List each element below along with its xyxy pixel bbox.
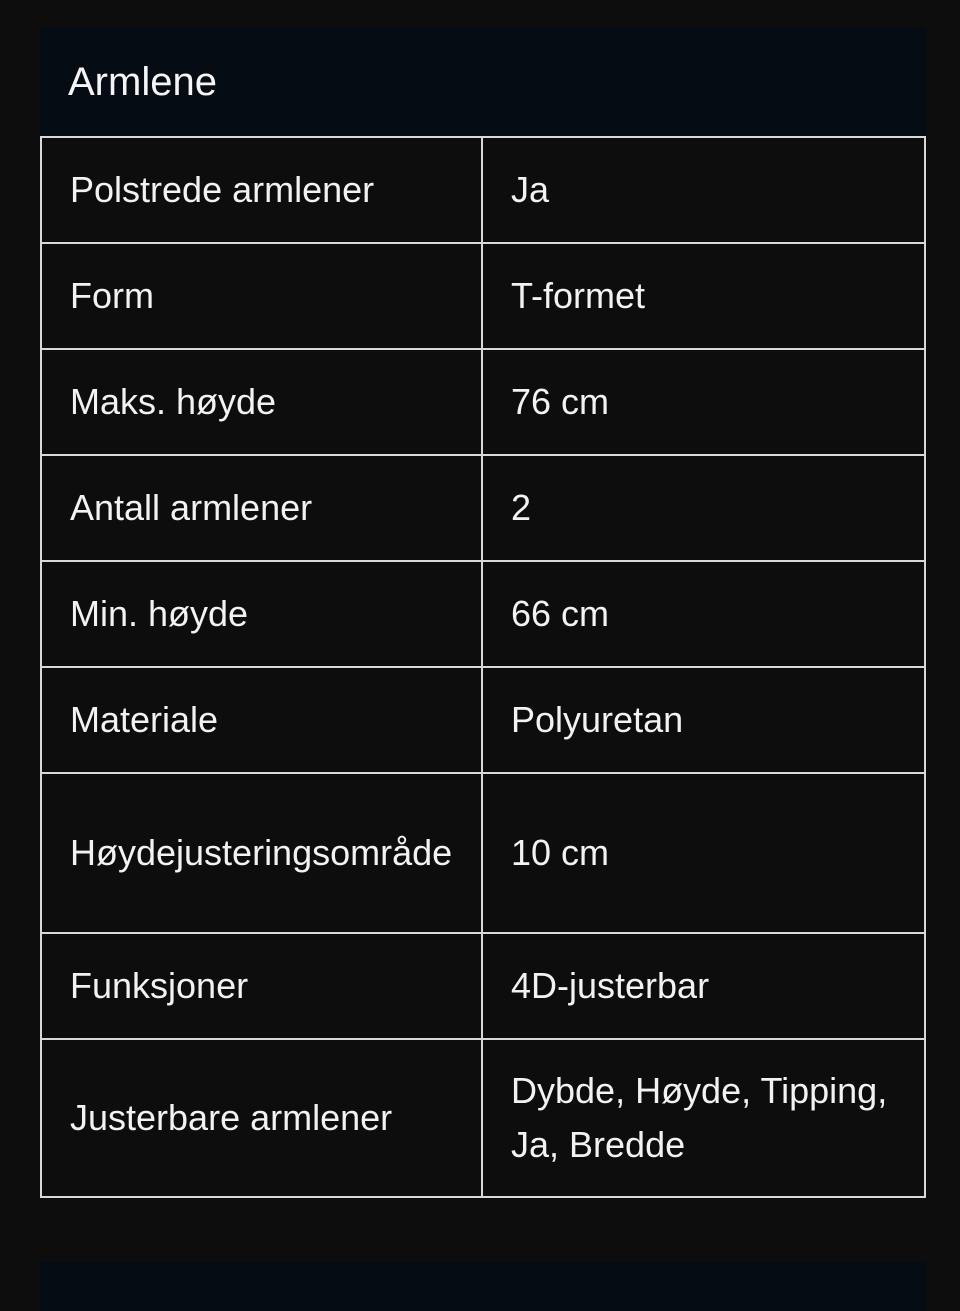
spec-value: Polyuretan <box>482 667 925 773</box>
table-row <box>41 243 925 349</box>
section-header[interactable] <box>40 28 926 136</box>
section-title: Armlene <box>68 60 217 104</box>
spec-value: 10 cm <box>482 773 925 933</box>
table-row <box>41 667 925 773</box>
spec-value: 4D-justerbar <box>482 933 925 1039</box>
spec-label: Justerbare armlener <box>41 1039 482 1197</box>
spec-value: 66 cm <box>482 561 925 667</box>
table-row <box>41 773 925 933</box>
table-row <box>41 455 925 561</box>
table-row <box>41 137 925 243</box>
spec-label: Høydejusteringsområde <box>41 773 482 933</box>
spec-value: 2 <box>482 455 925 561</box>
spec-label: Polstrede armlener <box>41 137 482 243</box>
spec-value: T-formet <box>482 243 925 349</box>
table-row <box>41 933 925 1039</box>
spec-label: Funksjoner <box>41 933 482 1039</box>
spec-value: 76 cm <box>482 349 925 455</box>
spec-label: Min. høyde <box>41 561 482 667</box>
spec-value: Dybde, Høyde, Tipping, Ja, Bredde <box>482 1039 925 1197</box>
spec-label: Antall armlener <box>41 455 482 561</box>
spec-label: Materiale <box>41 667 482 773</box>
table-row <box>41 561 925 667</box>
spec-table <box>40 136 926 1198</box>
spec-value: Ja <box>482 137 925 243</box>
spec-label: Maks. høyde <box>41 349 482 455</box>
next-section-header[interactable] <box>40 1262 926 1311</box>
spec-label: Form <box>41 243 482 349</box>
table-row <box>41 349 925 455</box>
table-row <box>41 1039 925 1197</box>
